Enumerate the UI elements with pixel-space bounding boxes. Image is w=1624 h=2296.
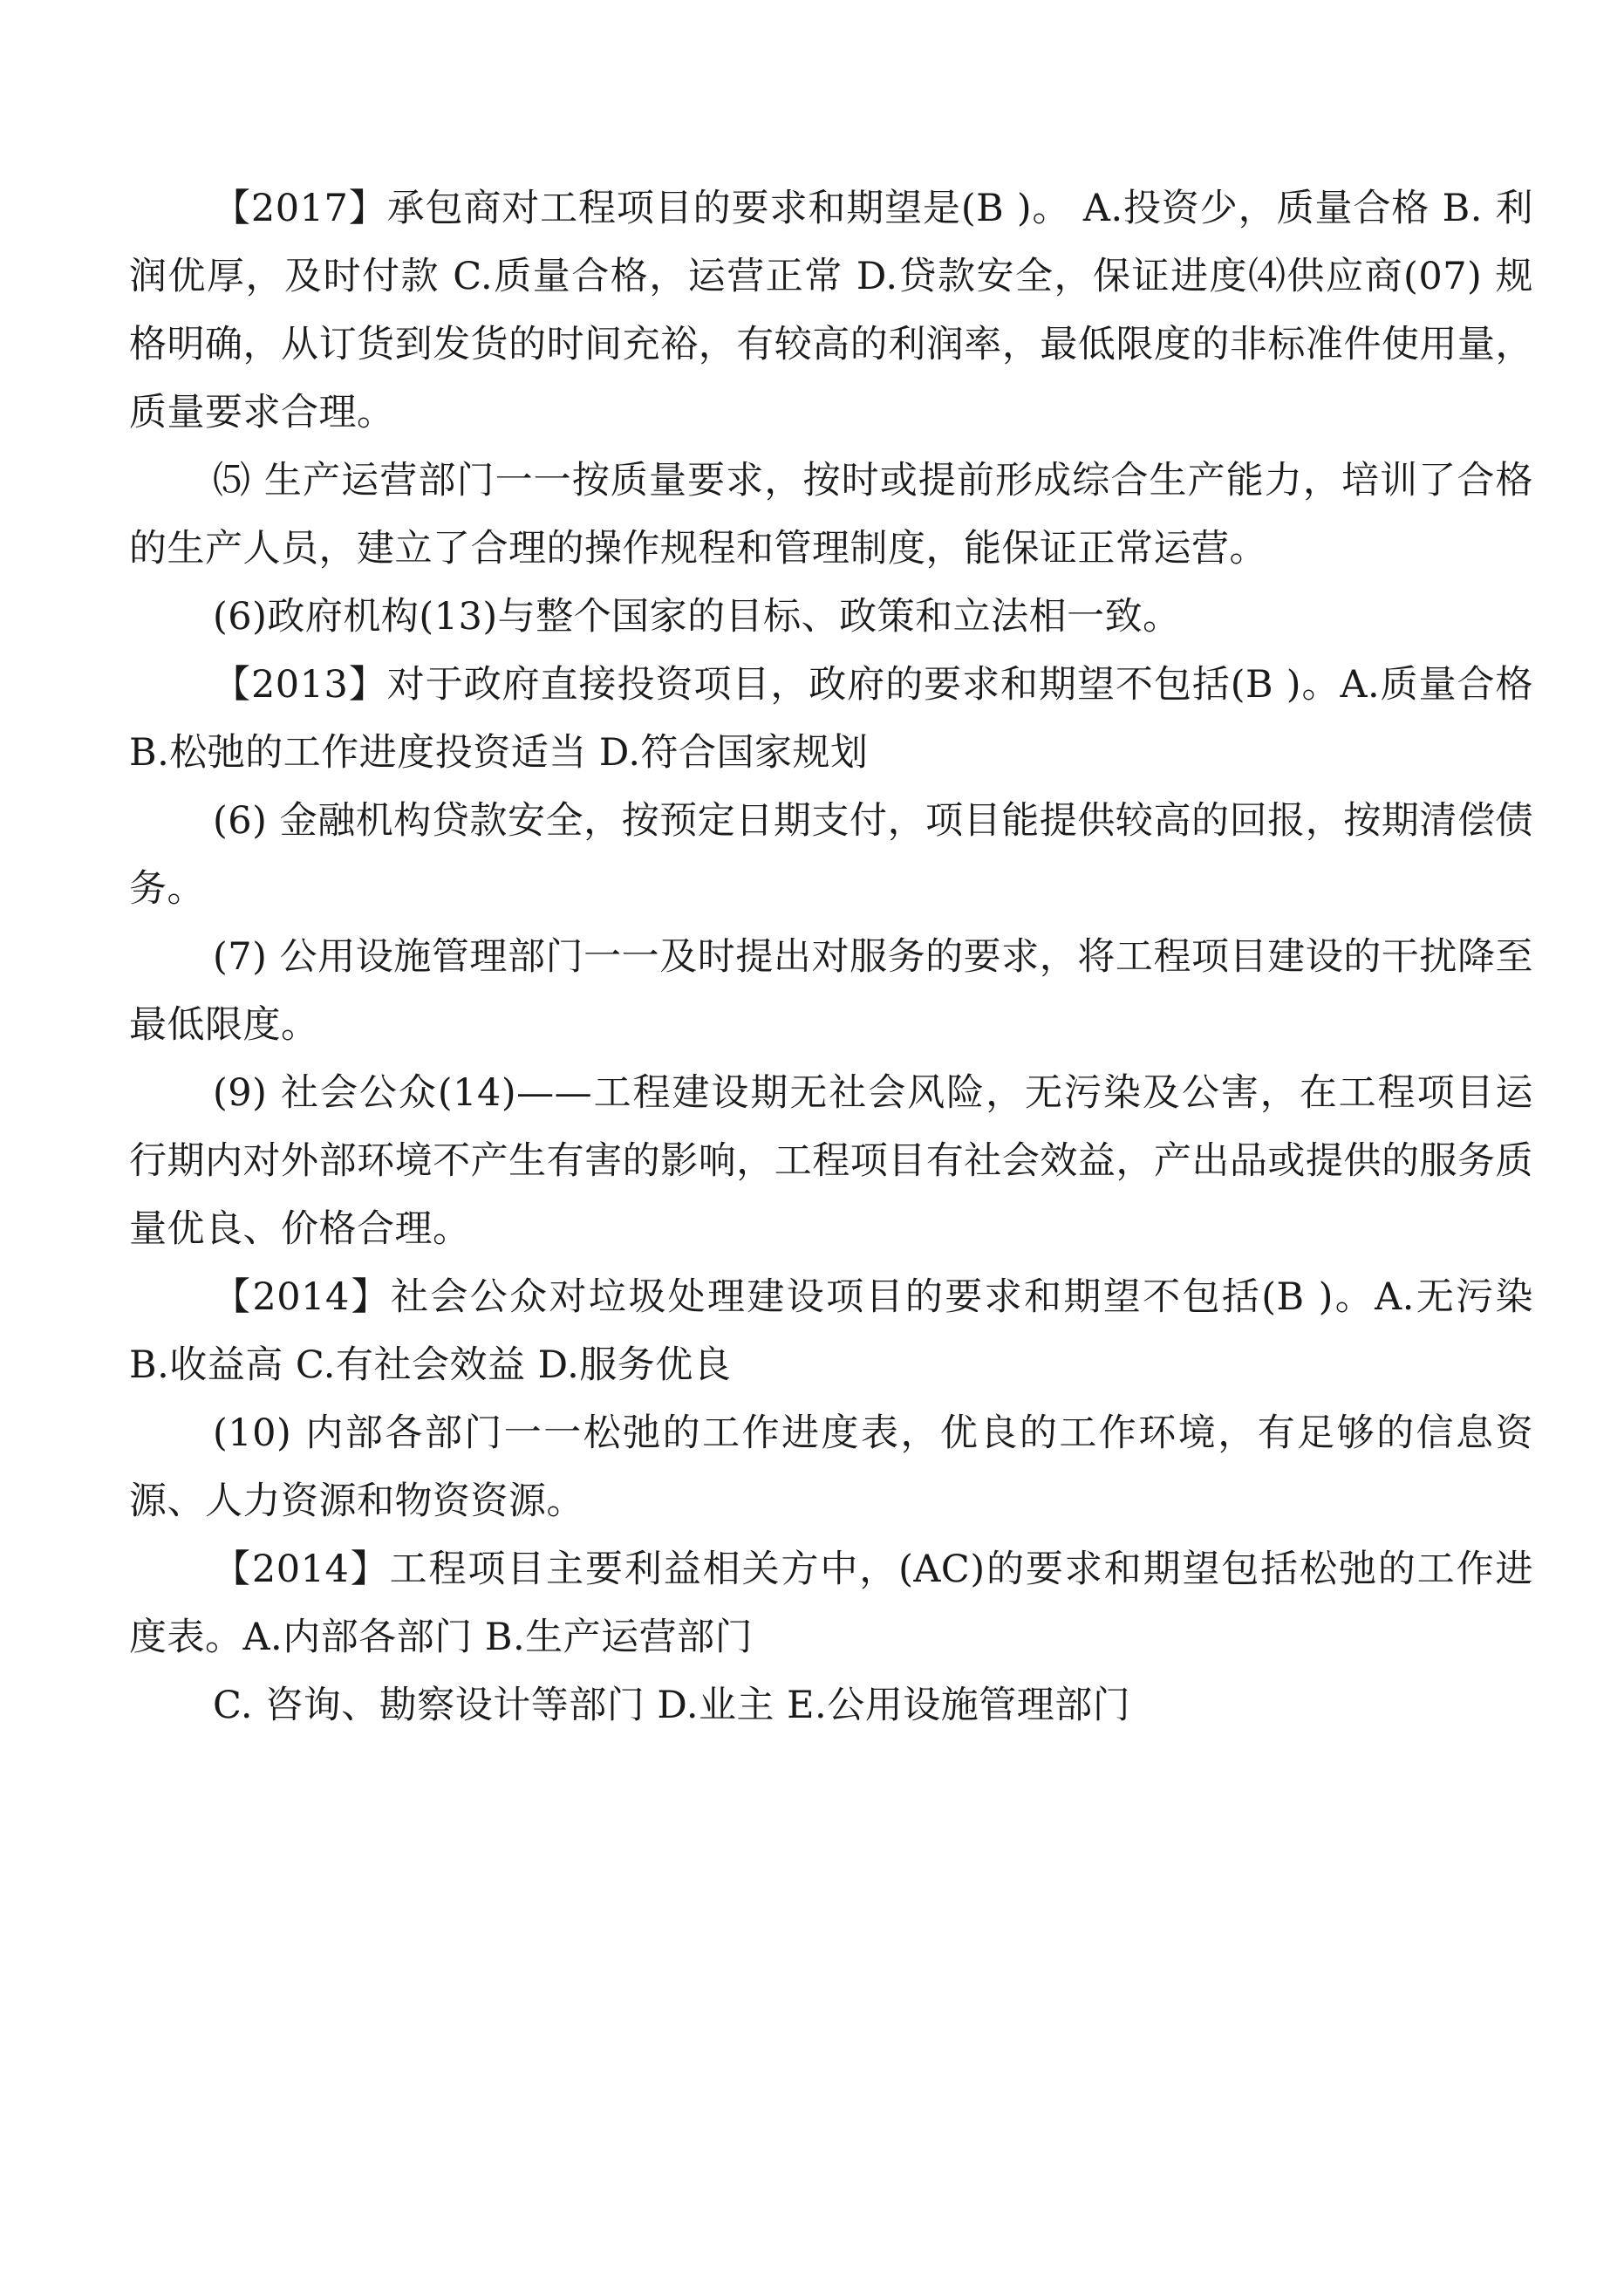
paragraph-financial-institution: (6) 金融机构贷款安全，按预定日期支付，项目能提供较高的回报，按期清偿债务。 bbox=[129, 799, 1533, 911]
paragraph-stakeholder-question: 【2014】工程项目主要利益相关方中，(AC)的要求和期望包括松弛的工作进度表。A.内部各部门 B.生产运营部门 bbox=[129, 1548, 1533, 1659]
paragraph-production-operation: ⑸ 生产运营部门一一按质量要求，按时或提前形成综合生产能力，培训了合格的生产人员，建立了合理的操作规程和管理制度，能保证正常运营。 bbox=[129, 459, 1533, 571]
paragraph-government-question: 【2013】对于政府直接投资项目，政府的要求和期望不包括(B )。A.质量合格 B.松弛的工作进度投资适当 D.符合国家规划 bbox=[129, 663, 1533, 775]
paragraph-contractor-question: 【2017】承包商对工程项目的要求和期望是(B )。 A.投资少，质量合格 B. 利润优厚，及时付款 C.质量合格，运营正常 D.贷款安全，保证进度⑷供应商(07) 规格明确，从订货到发货的时间充裕，有较高的利润率，最低限度的非标准件使用量，质量要求合理。 bbox=[129, 187, 1533, 434]
paragraph-public-question: 【2014】社会公众对垃圾处理建设项目的要求和期望不包括(B )。A.无污染 B.收益高 C.有社会效益 D.服务优良 bbox=[129, 1275, 1533, 1387]
paragraph-government-agency: (6)政府机构(13)与整个国家的目标、政策和立法相一致。 bbox=[213, 595, 1181, 639]
paragraph-internal-departments: (10) 内部各部门一一松弛的工作进度表，优良的工作环境，有足够的信息资源、人力资源和物资资源。 bbox=[129, 1411, 1533, 1523]
document-body bbox=[129, 174, 1533, 1739]
paragraph-public-utilities: (7) 公用设施管理部门一一及时提出对服务的要求，将工程项目建设的干扰降至最低限度。 bbox=[129, 935, 1533, 1047]
paragraph-stakeholder-options: C. 咨询、勘察设计等部门 D.业主 E.公用设施管理部门 bbox=[213, 1684, 1131, 1727]
paragraph-general-public: (9) 社会公众(14)——工程建设期无社会风险，无污染及公害，在工程项目运行期内对外部环境不产生有害的影响，工程项目有社会效益，产出品或提供的服务质量优良、价格合理。 bbox=[129, 1071, 1533, 1251]
